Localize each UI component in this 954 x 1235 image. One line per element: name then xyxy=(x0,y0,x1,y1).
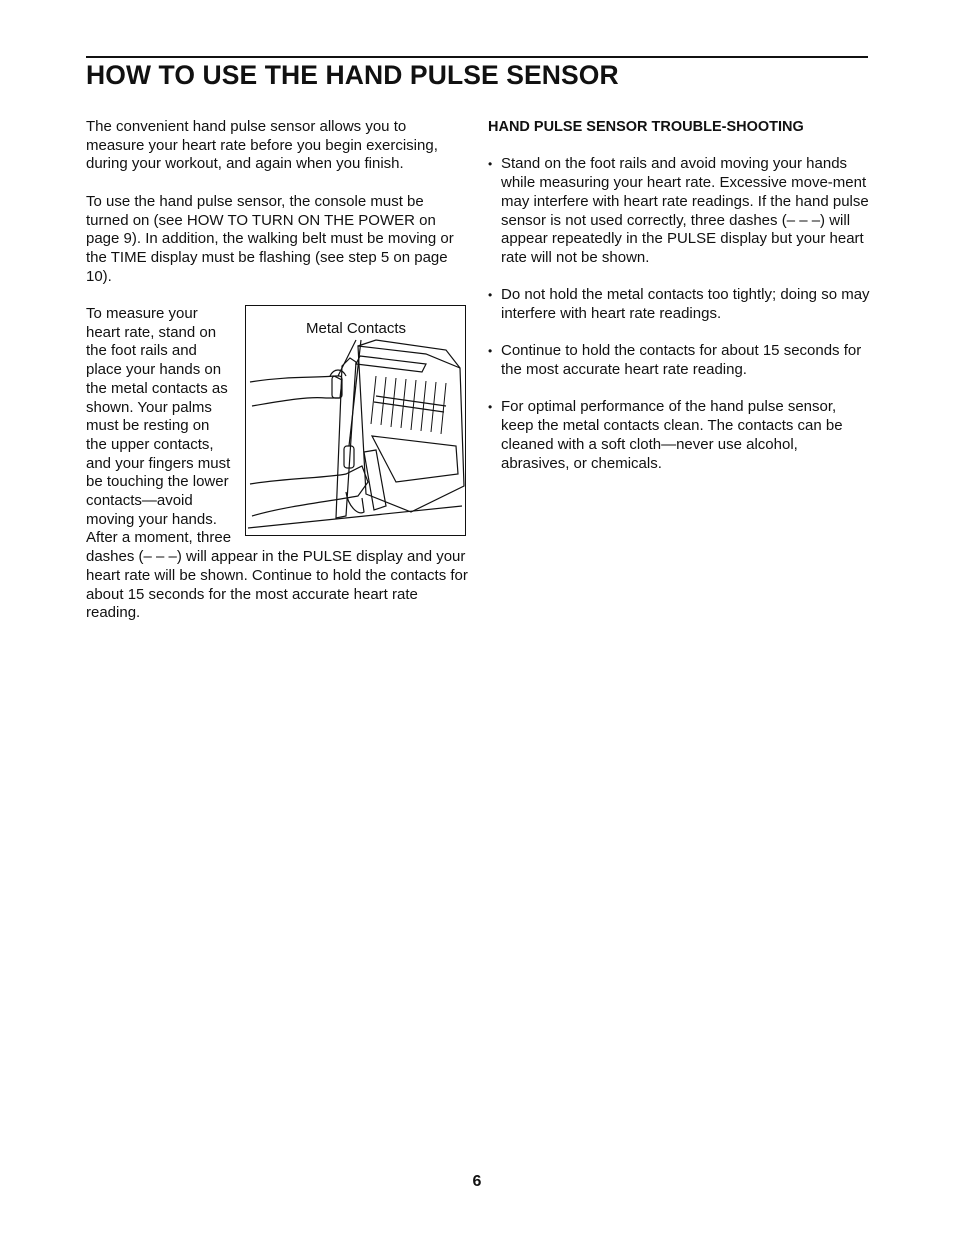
list-item-text: For optimal performance of the hand pulse sensor, keep the metal contacts clean. The contacts can be cleaned with a soft cloth—never use alcohol, abrasives, or chemicals. xyxy=(501,398,843,472)
troubleshooting-list xyxy=(488,155,870,473)
measure-paragraph: To measure your heart rate, stand on the foot rails and place your hands on the metal contacts as shown. Your palms must be resting on the upper contacts, and your fingers must be touching the lower contacts—avoid moving your hands. After a moment, three dashes (– – –) will appear in the PULSE display and your heart rate will be shown. Continue to hold the contacts for about 15 seconds for the most accurate heart rate reading. xyxy=(86,305,468,622)
list-item xyxy=(488,342,870,379)
right-column xyxy=(488,118,870,473)
list-item-text: Continue to hold the contacts for about 15 seconds for the most accurate heart rate reading. xyxy=(501,342,862,379)
list-item-text: Stand on the foot rails and avoid moving your hands while measuring your heart rate. Excessive move-ment may interfere with heart rate readings. If the hand pulse sensor is not used correctly, three dashes (– – –) will appear repeatedly in the PULSE display but your heart rate will not be shown. xyxy=(501,155,869,266)
bullet-icon: • xyxy=(488,157,493,172)
troubleshooting-heading: HAND PULSE SENSOR TROUBLE-SHOOTING xyxy=(488,119,804,135)
bullet-icon: • xyxy=(488,288,493,303)
hands-on-contacts-illustration xyxy=(246,306,465,535)
metal-contacts-label: Metal Contacts xyxy=(306,320,407,337)
page-number: 6 xyxy=(472,1173,482,1190)
hand-pulse-figure xyxy=(245,305,466,536)
list-item-text: Do not hold the metal contacts too tightly; doing so may interfere with heart rate readings. xyxy=(501,286,870,322)
measure-block xyxy=(86,305,468,623)
bullet-icon: • xyxy=(488,344,493,359)
list-item xyxy=(488,286,870,323)
intro-paragraph: The convenient hand pulse sensor allows you to measure your heart rate before you begin exercising, during your workout, and again when you finish. xyxy=(86,118,438,173)
requirements-paragraph: To use the hand pulse sensor, the console must be turned on (see HOW TO TURN ON THE POWER on page 9). In addition, the walking belt must be moving or the TIME display must be flashing (see step 5 on page 10). xyxy=(86,192,454,285)
bullet-icon: • xyxy=(488,400,493,415)
page-title: HOW TO USE THE HAND PULSE SENSOR xyxy=(86,60,619,90)
list-item xyxy=(488,155,870,267)
list-item xyxy=(488,398,870,473)
left-column xyxy=(86,118,468,623)
